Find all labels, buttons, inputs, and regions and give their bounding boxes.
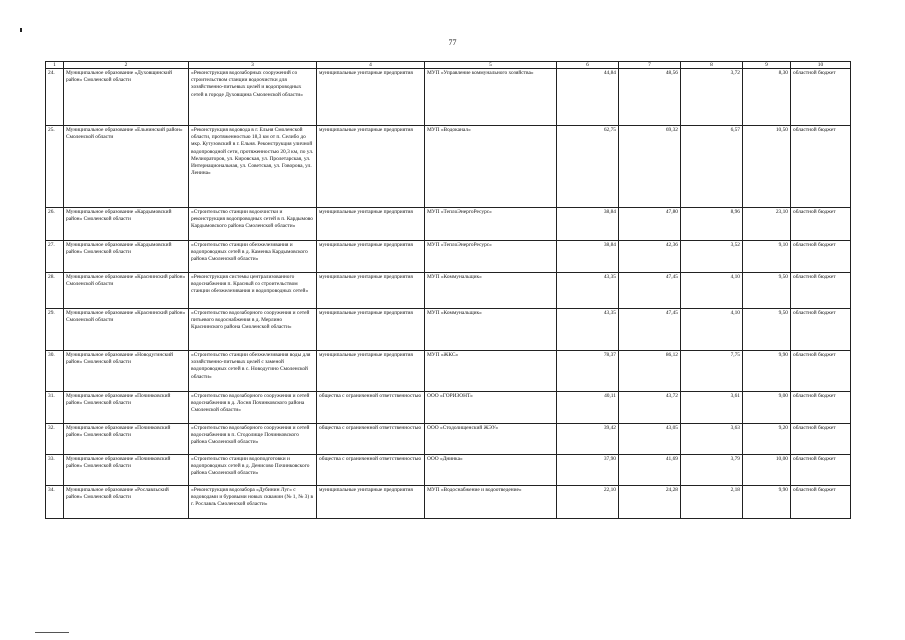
value-col6: 37,90 <box>557 455 619 486</box>
value-col7: 47,45 <box>619 309 681 351</box>
value-col9: 10,50 <box>743 126 791 208</box>
municipality-cell: Муниципальное образование «Починковский район» Смоленской области <box>64 424 189 455</box>
value-col8: 3,61 <box>681 392 743 424</box>
row-number: 33. <box>46 455 64 486</box>
project-cell: «Строительство водозаборного сооружения и сетей водоснабжения в п. Стодолище Починковского района Смоленской области» <box>189 424 317 455</box>
row-number: 29. <box>46 309 64 351</box>
org-type-cell: муниципальные унитарные предприятия <box>317 241 425 273</box>
org-type-cell: общества с ограниченной ответственностью <box>317 392 425 424</box>
municipality-cell: Муниципальное образование «Рославльский район» Смоленской области <box>64 486 189 519</box>
header-row <box>46 62 851 69</box>
org-type-cell: муниципальные унитарные предприятия <box>317 273 425 309</box>
value-col6: 78,37 <box>557 351 619 392</box>
operator-cell: МУП «ТеплоЭнергоРесурс» <box>425 208 557 241</box>
column-header: 5 <box>425 62 557 69</box>
value-col8: 3,52 <box>681 241 743 273</box>
operator-cell: МУП «Водоканал» <box>425 126 557 208</box>
value-col9: 9,50 <box>743 309 791 351</box>
value-col9: 9,90 <box>743 486 791 519</box>
table-row <box>46 424 851 455</box>
funding-source-cell: областной бюджет <box>791 309 851 351</box>
table-row <box>46 351 851 392</box>
value-col9: 8,30 <box>743 69 791 126</box>
value-col7: 48,56 <box>619 69 681 126</box>
funding-source-cell: областной бюджет <box>791 424 851 455</box>
funding-source-cell: областной бюджет <box>791 486 851 519</box>
value-col9: 9,10 <box>743 241 791 273</box>
column-header: 8 <box>681 62 743 69</box>
project-cell: «Строительство станции водоподготовки и водопроводных сетей в д. Денисово Починковского района Смоленской области» <box>189 455 317 486</box>
municipality-cell: Муниципальное образование «Духовщинский район» Смоленской области <box>64 69 189 126</box>
scan-bottom-mark <box>35 632 69 633</box>
value-col8: 3,63 <box>681 424 743 455</box>
value-col6: 62,75 <box>557 126 619 208</box>
value-col8: 2,18 <box>681 486 743 519</box>
table-row <box>46 126 851 208</box>
row-number: 24. <box>46 69 64 126</box>
org-type-cell: муниципальные унитарные предприятия <box>317 309 425 351</box>
org-type-cell: муниципальные унитарные предприятия <box>317 208 425 241</box>
value-col7: 24,28 <box>619 486 681 519</box>
value-col9: 9,50 <box>743 273 791 309</box>
funding-source-cell: областной бюджет <box>791 455 851 486</box>
funding-source-cell: областной бюджет <box>791 351 851 392</box>
row-number: 31. <box>46 392 64 424</box>
column-header: 7 <box>619 62 681 69</box>
column-header: 1 <box>46 62 64 69</box>
operator-cell: ООО «Стодолищенский ЖЭУ» <box>425 424 557 455</box>
operator-cell: МУП «ТеплоЭнергоРесурс» <box>425 241 557 273</box>
value-col6: 44,84 <box>557 69 619 126</box>
org-type-cell: муниципальные унитарные предприятия <box>317 351 425 392</box>
funding-source-cell: областной бюджет <box>791 241 851 273</box>
value-col7: 42,36 <box>619 241 681 273</box>
row-number: 30. <box>46 351 64 392</box>
value-col9: 10,00 <box>743 455 791 486</box>
table-row <box>46 273 851 309</box>
value-col7: 43,05 <box>619 424 681 455</box>
operator-cell: МУП «ЖКС» <box>425 351 557 392</box>
table-row <box>46 208 851 241</box>
project-cell: «Строительство водозаборного сооружения и сетей питьевого водоснабжения в д. Мерлино Краснинского района Смоленской области» <box>189 309 317 351</box>
org-type-cell: муниципальные унитарные предприятия <box>317 69 425 126</box>
funding-source-cell: областной бюджет <box>791 126 851 208</box>
project-cell: «Строительство станции обезжелезивания воды для хозяйственно-питьевых целей с заменой водопроводных сетей в с. Новодугино Смоленской области» <box>189 351 317 392</box>
value-col8: 7,75 <box>681 351 743 392</box>
projects-table <box>45 61 851 519</box>
org-type-cell: муниципальные унитарные предприятия <box>317 486 425 519</box>
scan-edge-mark <box>20 28 22 32</box>
value-col8: 6,57 <box>681 126 743 208</box>
table-row <box>46 309 851 351</box>
operator-cell: ООО «ГОРИЗОНТ» <box>425 392 557 424</box>
value-col7: 86,12 <box>619 351 681 392</box>
table-row <box>46 241 851 273</box>
org-type-cell: общества с ограниченной ответственностью <box>317 424 425 455</box>
municipality-cell: Муниципальное образование «Починковский район» Смоленской области <box>64 455 189 486</box>
column-header: 6 <box>557 62 619 69</box>
column-header: 3 <box>189 62 317 69</box>
value-col9: 9,00 <box>743 392 791 424</box>
row-number: 32. <box>46 424 64 455</box>
value-col9: 23,10 <box>743 208 791 241</box>
org-type-cell: общества с ограниченной ответственностью <box>317 455 425 486</box>
funding-source-cell: областной бюджет <box>791 208 851 241</box>
value-col7: 43,72 <box>619 392 681 424</box>
org-type-cell: муниципальные унитарные предприятия <box>317 126 425 208</box>
table-row <box>46 455 851 486</box>
value-col8: 3,72 <box>681 69 743 126</box>
value-col9: 9,20 <box>743 424 791 455</box>
value-col6: 38,84 <box>557 241 619 273</box>
municipality-cell: Муниципальное образование «Ельнинский район» Смоленской области <box>64 126 189 208</box>
municipality-cell: Муниципальное образование «Починковский район» Смоленской области <box>64 392 189 424</box>
operator-cell: МУП «Водоснабжение и водоотведение» <box>425 486 557 519</box>
funding-source-cell: областной бюджет <box>791 273 851 309</box>
funding-source-cell: областной бюджет <box>791 392 851 424</box>
row-number: 25. <box>46 126 64 208</box>
value-col6: 43,35 <box>557 273 619 309</box>
operator-cell: МУП «Коммунальщик» <box>425 273 557 309</box>
table-row <box>46 69 851 126</box>
row-number: 27. <box>46 241 64 273</box>
column-header: 4 <box>317 62 425 69</box>
project-cell: «Реконструкция водовода в г. Ельня Смоленской области, протяженностью 18,3 км от п. Селибо до мкр. Кутузовский в г. Ельня. Реконструкция уличной водопроводной сети, протяженностью 20,3 км, по ул. Мелиораторов, ул. Кировская, ул. Пролетарская, ул. Интернациональная, ул. Советская, ул. Говорова, ул. Ленина» <box>189 126 317 208</box>
value-col7: 69,32 <box>619 126 681 208</box>
value-col6: 40,11 <box>557 392 619 424</box>
municipality-cell: Муниципальное образование «Краснинский район» Смоленской области <box>64 273 189 309</box>
page-number: 77 <box>448 38 457 47</box>
project-cell: «Строительство станции водоочистки и реконструкция водопроводных сетей в п. Кардымово Кардымовского района Смоленской области» <box>189 208 317 241</box>
value-col8: 3,79 <box>681 455 743 486</box>
value-col9: 9,90 <box>743 351 791 392</box>
value-col8: 8,96 <box>681 208 743 241</box>
value-col6: 22,10 <box>557 486 619 519</box>
operator-cell: ООО «Днинка» <box>425 455 557 486</box>
project-cell: «Строительство станции обезжелезивания и водопроводных сетей в д. Каменка Кардымовского района Смоленской области» <box>189 241 317 273</box>
value-col7: 47,45 <box>619 273 681 309</box>
municipality-cell: Муниципальное образование «Новодугинский район» Смоленской области <box>64 351 189 392</box>
project-cell: «Реконструкция водозаборных сооружений со строительством станции водоочистки для хозяйственно-питьевых целей и водопроводных сетей в городе Духовщина Смоленской области» <box>189 69 317 126</box>
row-number: 34. <box>46 486 64 519</box>
value-col6: 43,35 <box>557 309 619 351</box>
funding-source-cell: областной бюджет <box>791 69 851 126</box>
column-header: 10 <box>791 62 851 69</box>
operator-cell: МУП «Коммунальщик» <box>425 309 557 351</box>
column-header: 9 <box>743 62 791 69</box>
value-col6: 39,42 <box>557 424 619 455</box>
value-col6: 38,84 <box>557 208 619 241</box>
operator-cell: МУП «Управление коммунального хозяйства» <box>425 69 557 126</box>
column-header: 2 <box>64 62 189 69</box>
municipality-cell: Муниципальное образование «Кардымовский район» Смоленской области <box>64 208 189 241</box>
value-col8: 4,10 <box>681 273 743 309</box>
project-cell: «Строительство водозаборного сооружения и сетей водоснабжения в д. Лосня Починковского района Смоленской области» <box>189 392 317 424</box>
value-col8: 4,10 <box>681 309 743 351</box>
row-number: 28. <box>46 273 64 309</box>
row-number: 26. <box>46 208 64 241</box>
municipality-cell: Муниципальное образование «Кардымовский район» Смоленской области <box>64 241 189 273</box>
table-row <box>46 392 851 424</box>
project-cell: «Реконструкция системы централизованного водоснабжения п. Красный со строительством станции обезжелезивания и водопроводных сетей» <box>189 273 317 309</box>
project-cell: «Реконструкция водозабора «Дубинин Луг» с водоводами и буровыми новых скважин (№ 1, № 3) в г. Рославль Смоленской области» <box>189 486 317 519</box>
value-col7: 47,80 <box>619 208 681 241</box>
value-col7: 41,69 <box>619 455 681 486</box>
municipality-cell: Муниципальное образование «Краснинский район» Смоленской области <box>64 309 189 351</box>
table-row <box>46 486 851 519</box>
